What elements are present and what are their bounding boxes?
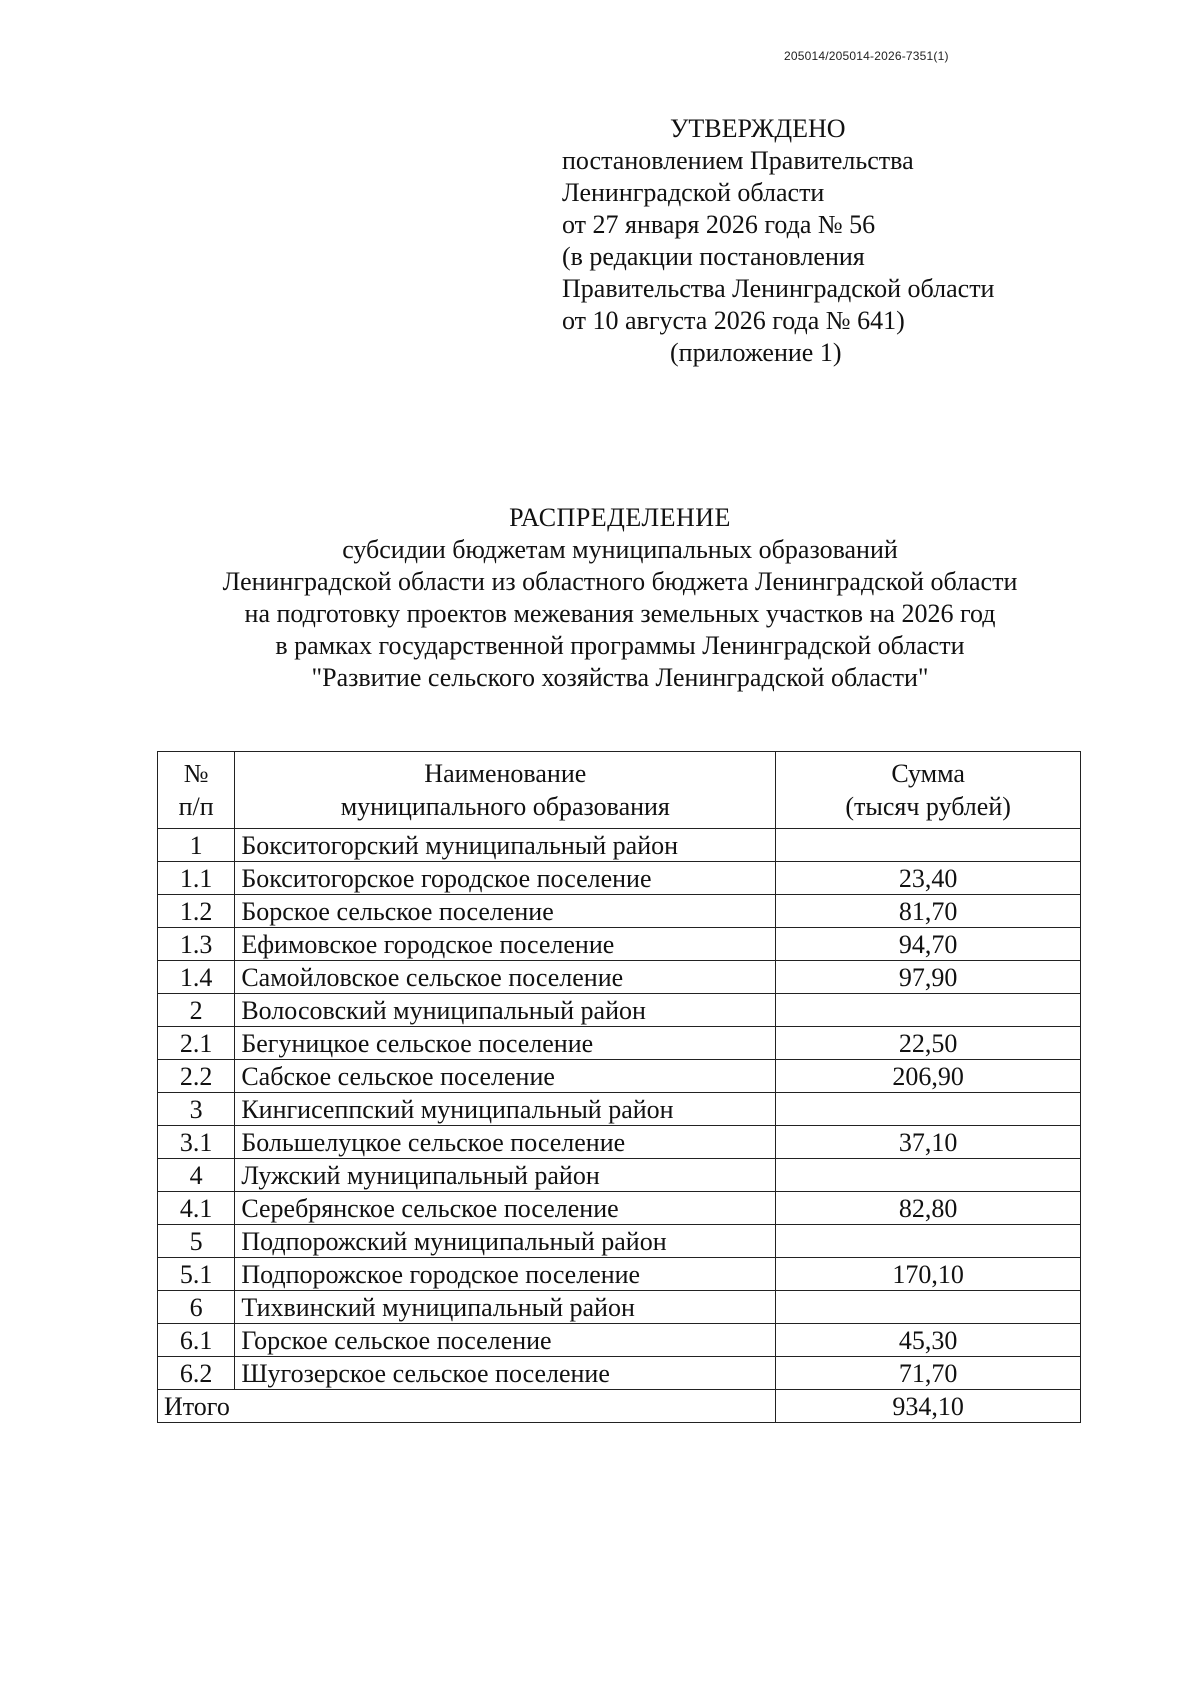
table-row [158, 1060, 1081, 1093]
row-number: 4 [158, 1159, 235, 1192]
row-number: 1.1 [158, 862, 235, 895]
row-name: Лужский муниципальный район [235, 1159, 776, 1192]
header-name-line: Наименование [424, 759, 587, 788]
approval-block [562, 113, 1082, 369]
row-number: 5.1 [158, 1258, 235, 1291]
header-name [235, 752, 776, 829]
row-name: Борское сельское поселение [235, 895, 776, 928]
row-sum: 97,90 [776, 961, 1081, 994]
table-row [158, 1324, 1081, 1357]
row-sum [776, 1291, 1081, 1324]
table-row [158, 961, 1081, 994]
row-number: 1.2 [158, 895, 235, 928]
total-sum: 934,10 [776, 1390, 1081, 1423]
header-name-line: муниципального образования [340, 792, 670, 821]
document-subtitle-line: в рамках государственной программы Ленинградской области [275, 631, 965, 660]
row-number: 6 [158, 1291, 235, 1324]
total-label: Итого [158, 1390, 776, 1423]
row-sum: 170,10 [776, 1258, 1081, 1291]
row-number: 6.1 [158, 1324, 235, 1357]
document-subtitle-line: на подготовку проектов межевания земельных участков на 2026 год [244, 599, 996, 628]
approval-line: от 10 августа 2026 года № 641) [562, 306, 905, 335]
row-name: Кингисеппский муниципальный район [235, 1093, 776, 1126]
table-row [158, 1126, 1081, 1159]
row-number: 4.1 [158, 1192, 235, 1225]
row-number: 1.3 [158, 928, 235, 961]
row-sum: 71,70 [776, 1357, 1081, 1390]
row-number: 2.2 [158, 1060, 235, 1093]
row-sum [776, 994, 1081, 1027]
header-number [158, 752, 235, 829]
row-number: 2 [158, 994, 235, 1027]
row-name: Бегуницкое сельское поселение [235, 1027, 776, 1060]
row-sum: 94,70 [776, 928, 1081, 961]
approval-line: постановлением Правительства [562, 146, 914, 175]
table-row [158, 994, 1081, 1027]
document-subtitle-line: "Развитие сельского хозяйства Ленинградской области" [311, 663, 929, 692]
row-sum: 81,70 [776, 895, 1081, 928]
row-name: Волосовский муниципальный район [235, 994, 776, 1027]
approval-line: Ленинградской области [562, 178, 825, 207]
row-name: Большелуцкое сельское поселение [235, 1126, 776, 1159]
row-number: 2.1 [158, 1027, 235, 1060]
document-subtitle-line: субсидии бюджетам муниципальных образований [342, 535, 898, 564]
row-number: 1.4 [158, 961, 235, 994]
row-number: 6.2 [158, 1357, 235, 1390]
row-number: 3 [158, 1093, 235, 1126]
row-sum [776, 829, 1081, 862]
row-sum: 45,30 [776, 1324, 1081, 1357]
document-subtitle-line: Ленинградской области из областного бюджета Ленинградской области [222, 567, 1018, 596]
document-id: 205014/205014-2026-7351(1) [784, 49, 949, 63]
table-row [158, 1258, 1081, 1291]
row-name: Сабское сельское поселение [235, 1060, 776, 1093]
row-name: Горское сельское поселение [235, 1324, 776, 1357]
header-sum-line: Сумма [891, 759, 965, 788]
row-name: Бокситогорский муниципальный район [235, 829, 776, 862]
approval-line: (в редакции постановления [562, 242, 865, 271]
row-name: Подпорожское городское поселение [235, 1258, 776, 1291]
header-number-line: п/п [178, 792, 214, 821]
row-name: Ефимовское городское поселение [235, 928, 776, 961]
table-row [158, 862, 1081, 895]
header-sum-line: (тысяч рублей) [845, 792, 1011, 821]
table-row [158, 895, 1081, 928]
row-name: Тихвинский муниципальный район [235, 1291, 776, 1324]
row-name: Серебрянское сельское поселение [235, 1192, 776, 1225]
table-total-row [158, 1390, 1081, 1423]
table-row [158, 829, 1081, 862]
row-name: Бокситогорское городское поселение [235, 862, 776, 895]
row-name: Шугозерское сельское поселение [235, 1357, 776, 1390]
table-row [158, 1291, 1081, 1324]
distribution-table [157, 751, 1081, 1423]
document-title: РАСПРЕДЕЛЕНИЕ [509, 503, 731, 532]
table-row [158, 1093, 1081, 1126]
row-sum: 82,80 [776, 1192, 1081, 1225]
row-sum: 206,90 [776, 1060, 1081, 1093]
row-name: Подпорожский муниципальный район [235, 1225, 776, 1258]
row-sum [776, 1225, 1081, 1258]
header-sum [776, 752, 1081, 829]
table-row [158, 1357, 1081, 1390]
table-row [158, 1192, 1081, 1225]
row-number: 1 [158, 829, 235, 862]
row-sum [776, 1159, 1081, 1192]
row-sum: 23,40 [776, 862, 1081, 895]
table-row [158, 1159, 1081, 1192]
row-sum: 37,10 [776, 1126, 1081, 1159]
row-sum: 22,50 [776, 1027, 1081, 1060]
table-row [158, 1225, 1081, 1258]
table-row [158, 928, 1081, 961]
row-number: 3.1 [158, 1126, 235, 1159]
approval-appendix: (приложение 1) [670, 338, 842, 367]
header-number-line: № [183, 759, 209, 788]
approval-heading: УТВЕРЖДЕНО [670, 114, 846, 143]
approval-line: от 27 января 2026 года № 56 [562, 210, 876, 239]
row-sum [776, 1093, 1081, 1126]
document-title-block [100, 502, 1140, 694]
table-row [158, 1027, 1081, 1060]
approval-line: Правительства Ленинградской области [562, 274, 995, 303]
row-number: 5 [158, 1225, 235, 1258]
row-name: Самойловское сельское поселение [235, 961, 776, 994]
table-header-row [158, 752, 1081, 829]
